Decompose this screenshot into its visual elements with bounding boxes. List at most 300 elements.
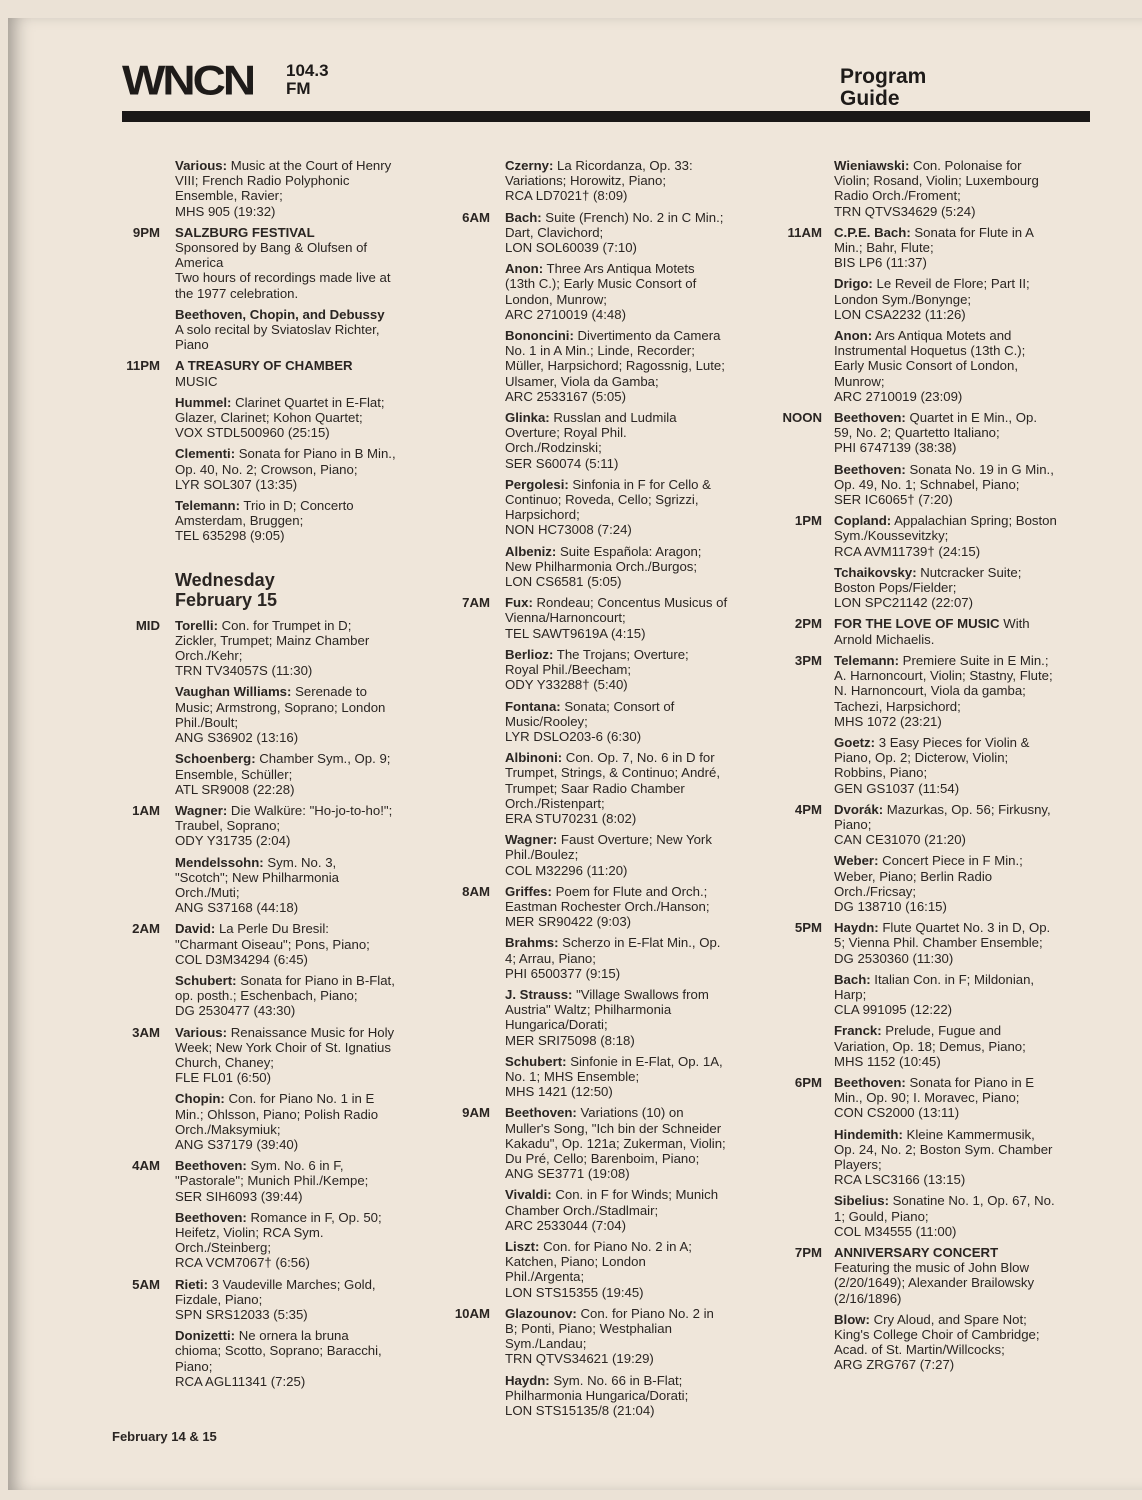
listing-line: FLE FL01 (6:50) bbox=[175, 1070, 272, 1086]
composer-name: SALZBURG FESTIVAL bbox=[175, 224, 315, 240]
listing-line: Orch./Fricsay; bbox=[834, 883, 917, 899]
listing-text: Con. Op. 7, No. 6 in D for bbox=[562, 750, 715, 766]
listing-line: TEL SAWT9619A (4:15) bbox=[505, 625, 646, 641]
listing-line: Traubel, Soprano; bbox=[175, 818, 281, 834]
program-listing bbox=[100, 1158, 440, 1204]
composer-name: Bach: bbox=[834, 971, 871, 987]
listing-text: Russlan and Ludmila bbox=[549, 410, 677, 426]
listing-line: GEN GS1037 (11:54) bbox=[834, 780, 960, 796]
listing-line: ANG SE3771 (19:08) bbox=[505, 1166, 630, 1182]
program-listing bbox=[100, 1277, 440, 1323]
program-listing bbox=[430, 1373, 760, 1419]
listing-text: Die Walküre: "Ho-jo-to-ho!"; bbox=[227, 802, 393, 818]
listing-line: "Charmant Oiseau"; Pons, Piano; bbox=[175, 936, 370, 952]
composer-name: Albinoni: bbox=[505, 750, 563, 766]
composer-name: Various: bbox=[175, 1024, 228, 1040]
listing-line: "Scotch"; New Philharmonia bbox=[175, 869, 340, 885]
listing-text: Sym. No. 66 in B-Flat; bbox=[549, 1372, 683, 1388]
program-listing bbox=[762, 225, 1092, 271]
composer-name: Bach: bbox=[505, 209, 542, 225]
listing-line: RCA LSC3166 (13:15) bbox=[834, 1172, 966, 1188]
composer-name: Dvorák: bbox=[834, 801, 884, 817]
listing-line: ARC 2533044 (7:04) bbox=[505, 1217, 626, 1233]
listing-text: Italian Con. in F; Mildonian, bbox=[870, 971, 1035, 987]
listing-line: CLA 991095 (12:22) bbox=[834, 1002, 953, 1018]
listing-text: Sonata No. 19 in G Min., bbox=[905, 461, 1054, 477]
listing-text: Romance in F, Op. 50; bbox=[246, 1209, 382, 1225]
time-slot: 4AM bbox=[132, 1158, 160, 1174]
listing-line: Robbins, Piano; bbox=[834, 765, 928, 781]
listing-line: TRN TV34057S (11:30) bbox=[175, 663, 313, 679]
program-listing bbox=[100, 158, 440, 219]
listing-line: Orch./Steinberg; bbox=[175, 1240, 272, 1256]
composer-name: Blow: bbox=[834, 1311, 870, 1327]
listing-line: Ensemble, Schüller; bbox=[175, 766, 293, 782]
listing-line: Glazer, Clarinet; Kohon Quartet; bbox=[175, 410, 363, 426]
composer-name: Berlioz: bbox=[505, 646, 554, 662]
composer-name: J. Strauss: bbox=[505, 986, 573, 1002]
composer-name: Glinka: bbox=[505, 410, 550, 426]
listing-line: Variations; Horowitz, Piano; bbox=[505, 173, 667, 189]
time-slot: 4PM bbox=[794, 801, 822, 817]
composer-name: Mendelssohn: bbox=[175, 854, 264, 870]
program-listing bbox=[100, 751, 440, 797]
listing-text: Flute Quartet No. 3 in D, Op. bbox=[878, 920, 1051, 936]
listing-line: Chamber Orch./Stadlmair; bbox=[505, 1202, 659, 1218]
composer-name: Wagner: bbox=[505, 832, 558, 848]
listing-line: RCA VCM7067† (6:56) bbox=[175, 1255, 310, 1271]
program-listing bbox=[100, 395, 440, 441]
composer-name: Hindemith: bbox=[834, 1126, 903, 1142]
program-listing bbox=[100, 498, 440, 544]
composer-name: Glazounov: bbox=[505, 1305, 577, 1321]
listing-line: Phil./Boult; bbox=[175, 714, 239, 730]
listing-line: Austria" Waltz; Philharmonia bbox=[505, 1002, 672, 1018]
program-listing bbox=[762, 853, 1092, 914]
program-listing bbox=[762, 1245, 1092, 1306]
listing-text: With bbox=[999, 616, 1030, 632]
listing-text: Trio in D; Concerto bbox=[239, 498, 354, 514]
listing-text: Rondeau; Concentus Musicus of bbox=[532, 595, 728, 611]
listing-line: 4; Arrau, Piano; bbox=[505, 950, 596, 966]
listing-text: Music at the Court of Henry bbox=[227, 158, 392, 173]
time-slot: 3PM bbox=[794, 652, 822, 668]
program-listing bbox=[100, 307, 440, 353]
column-2 bbox=[430, 158, 760, 1424]
listing-text: The Trojans; Overture; bbox=[553, 646, 689, 662]
listing-line: Orch./Ristenpart; bbox=[505, 795, 605, 811]
program-listing bbox=[100, 1091, 440, 1152]
program-listing bbox=[762, 462, 1092, 508]
listing-line: Piano; bbox=[834, 816, 872, 832]
composer-name: Telemann: bbox=[175, 498, 240, 514]
listing-text: Con. for Piano No. 2 in A; bbox=[539, 1239, 692, 1254]
program-listing bbox=[100, 855, 440, 916]
composer-name: Griffes: bbox=[505, 883, 552, 899]
composer-name: Schubert: bbox=[175, 972, 237, 988]
program-listing bbox=[430, 647, 760, 693]
composer-name: Schubert: bbox=[505, 1053, 567, 1069]
time-slot: MID bbox=[135, 617, 160, 633]
composer-name: David: bbox=[175, 921, 216, 937]
program-listing bbox=[762, 328, 1092, 404]
listing-text: Cry Aloud, and Spare Not; bbox=[869, 1311, 1027, 1327]
program-listing bbox=[762, 920, 1092, 966]
listing-line: America bbox=[175, 255, 224, 271]
listing-line: Müller, Harpsichord; Ragossnig, Lute; bbox=[505, 358, 725, 374]
composer-name: FOR THE LOVE OF MUSIC bbox=[834, 616, 1000, 632]
listing-line: RCA AGL11341 (7:25) bbox=[175, 1373, 306, 1389]
listing-line: Op. 40, No. 2; Crowson, Piano; bbox=[175, 461, 358, 477]
composer-name: Rieti: bbox=[175, 1276, 208, 1292]
time-slot: 7AM bbox=[462, 595, 490, 611]
listing-text: Sonata for Piano in B Min., bbox=[235, 446, 396, 462]
listing-text: Sym. No. 6 in F, bbox=[246, 1158, 344, 1174]
listing-line: Op. 24, No. 2; Boston Sym. Chamber bbox=[834, 1141, 1053, 1157]
listing-line: Music/Rooley; bbox=[505, 713, 588, 729]
listing-line: PHI 6747139 (38:38) bbox=[834, 440, 957, 456]
listing-line: Two hours of recordings made live at bbox=[175, 270, 391, 286]
listing-line: Orch./Kehr; bbox=[175, 648, 243, 664]
time-slot: 7PM bbox=[794, 1245, 822, 1260]
listing-text: Suite (French) No. 2 in C Min.; bbox=[541, 209, 724, 225]
listing-text: Sonatine No. 1, Op. 67, No. bbox=[888, 1193, 1055, 1209]
station-frequency: 104.3 FM bbox=[286, 61, 329, 98]
program-listing bbox=[430, 1239, 760, 1300]
listing-line: Katchen, Piano; London bbox=[505, 1254, 646, 1270]
composer-name: Tchaikovsky: bbox=[834, 564, 917, 580]
program-listing bbox=[762, 972, 1092, 1018]
composer-name: Haydn: bbox=[834, 920, 879, 936]
listing-line: LON STS15355 (19:45) bbox=[505, 1284, 644, 1300]
listing-line: Piano, Op. 2; Dicterow, Violin; bbox=[834, 750, 1009, 766]
listing-line: Week; New York Choir of St. Ignatius bbox=[175, 1039, 391, 1055]
listing-line: (13th C.); Early Music Consort of bbox=[505, 276, 697, 292]
page-footer: February 14 & 15 bbox=[112, 1429, 217, 1444]
program-listing bbox=[100, 973, 440, 1019]
listing-line: Fizdale, Piano; bbox=[175, 1291, 263, 1307]
program-listing bbox=[762, 410, 1092, 456]
time-slot: 11AM bbox=[787, 224, 822, 240]
listing-line: ATL SR9008 (22:28) bbox=[175, 781, 295, 797]
listing-text: Quartet in E Min., Op. bbox=[905, 410, 1038, 426]
listing-line: TRN QTVS34621 (19:29) bbox=[505, 1351, 654, 1367]
listing-line: King's College Choir of Cambridge; bbox=[834, 1327, 1040, 1343]
listing-text: La Ricordanza, Op. 33: bbox=[553, 158, 693, 173]
listing-line: LYR DSLO203-6 (6:30) bbox=[505, 728, 642, 744]
program-listing bbox=[762, 616, 1092, 646]
listing-text: Sinfonie in E-Flat, Op. 1A, bbox=[566, 1053, 723, 1069]
listing-line: Music; Armstrong, Soprano; London bbox=[175, 699, 386, 715]
listing-line: Amsterdam, Bruggen; bbox=[175, 513, 304, 529]
listing-line: SER IC6065† (7:20) bbox=[834, 492, 953, 508]
listing-line: Munrow; bbox=[834, 373, 885, 389]
listing-line: SER S60074 (5:11) bbox=[505, 455, 619, 471]
listing-line: ANG S37179 (39:40) bbox=[175, 1136, 299, 1152]
composer-name: Various: bbox=[175, 158, 228, 173]
listing-line: (2/20/1649); Alexander Brailowsky bbox=[834, 1275, 1035, 1291]
listing-line: Weber, Piano; Berlin Radio bbox=[834, 868, 993, 884]
program-listing bbox=[430, 1306, 760, 1367]
program-listing bbox=[762, 565, 1092, 611]
listing-line: Du Pré, Cello; Barenboim, Piano; bbox=[505, 1150, 700, 1166]
time-slot: NOON bbox=[782, 410, 822, 426]
program-listing bbox=[430, 935, 760, 981]
listing-text: "Village Swallows from bbox=[572, 986, 709, 1002]
listing-line: LON SPC21142 (22:07) bbox=[834, 595, 974, 611]
column-1 bbox=[100, 158, 440, 1395]
composer-name: Anon: bbox=[505, 261, 544, 277]
program-listing bbox=[430, 544, 760, 590]
listing-line: No. 1; MHS Ensemble; bbox=[505, 1068, 640, 1084]
program-listing bbox=[100, 225, 440, 301]
listing-line: (2/16/1896) bbox=[834, 1290, 902, 1306]
page-header bbox=[122, 56, 1090, 110]
day-heading: Wednesday February 15 bbox=[175, 569, 278, 610]
time-slot: 9AM bbox=[462, 1105, 490, 1121]
listing-text: 3 Vaudeville Marches; Gold, bbox=[207, 1276, 376, 1292]
program-listing bbox=[762, 802, 1092, 848]
program-listing bbox=[430, 699, 760, 745]
listing-text: Three Ars Antiqua Motets bbox=[543, 261, 695, 277]
listing-line: Overture; Royal Phil. bbox=[505, 425, 627, 441]
composer-name: A TREASURY OF CHAMBER bbox=[175, 358, 353, 374]
composer-name: Beethoven, Chopin, and Debussy bbox=[175, 306, 385, 322]
program-listing bbox=[100, 803, 440, 849]
listing-line: Ensemble, Ravier; bbox=[175, 188, 283, 204]
listing-line: ARC 2710019 (23:09) bbox=[834, 388, 963, 404]
composer-name: Beethoven: bbox=[175, 1209, 247, 1225]
program-listing bbox=[100, 921, 440, 967]
listing-text: Serenade to bbox=[291, 684, 367, 700]
listing-line: 59, No. 2; Quartetto Italiano; bbox=[834, 425, 1000, 441]
listing-line: Min., Op. 90; I. Moravec, Piano; bbox=[834, 1090, 1020, 1106]
time-slot: 2AM bbox=[132, 921, 160, 937]
listing-line: VIII; French Radio Polyphonic bbox=[175, 173, 350, 189]
listing-line: London, Munrow; bbox=[505, 291, 607, 307]
listing-text: Sonata for Flute in A bbox=[910, 224, 1034, 240]
time-slot: 9PM bbox=[132, 224, 160, 240]
program-listing bbox=[762, 158, 1092, 219]
listing-line: N. Harnoncourt, Viola da gamba; bbox=[834, 683, 1026, 699]
composer-name: Bononcini: bbox=[505, 328, 574, 344]
composer-name: Beethoven: bbox=[175, 1158, 247, 1174]
listing-line: ARG ZRG767 (7:27) bbox=[834, 1357, 955, 1373]
listing-line: ANG S36902 (13:16) bbox=[175, 730, 299, 746]
listing-line: Eastman Rochester Orch./Hanson; bbox=[505, 898, 710, 914]
program-listing bbox=[100, 446, 440, 492]
listing-line: A. Harnoncourt, Violin; Stastny, Flute; bbox=[834, 668, 1053, 684]
time-slot: 5PM bbox=[794, 920, 822, 936]
program-listing bbox=[100, 358, 440, 388]
program-listing bbox=[100, 1025, 440, 1086]
composer-name: Beethoven: bbox=[834, 1074, 906, 1090]
composer-name: Czerny: bbox=[505, 158, 554, 173]
composer-name: ANNIVERSARY CONCERT bbox=[834, 1245, 999, 1260]
listing-line: 1; Gould, Piano; bbox=[834, 1208, 929, 1224]
listing-text: Appalachian Spring; Boston bbox=[891, 513, 1057, 529]
listing-line: Church, Chaney; bbox=[175, 1054, 274, 1070]
listing-line: COL M32296 (11:20) bbox=[505, 862, 628, 878]
composer-name: Goetz: bbox=[834, 734, 876, 750]
listing-line: LON CS6581 (5:05) bbox=[505, 574, 622, 590]
program-listing bbox=[430, 210, 760, 256]
program-listing bbox=[100, 1210, 440, 1271]
listing-text: Faust Overture; New York bbox=[557, 832, 712, 848]
time-slot: 2PM bbox=[794, 616, 822, 632]
time-slot: 1AM bbox=[132, 802, 160, 818]
time-slot: 1PM bbox=[794, 513, 822, 529]
program-listing bbox=[100, 1328, 440, 1389]
program-listing bbox=[762, 1193, 1092, 1239]
listing-line: Orch./Maksymiuk; bbox=[175, 1121, 281, 1137]
listing-text: 3 Easy Pieces for Violin & bbox=[875, 734, 1030, 750]
listing-text: Variations (10) on bbox=[576, 1105, 684, 1121]
listing-line: Orch./Muti; bbox=[175, 884, 240, 900]
program-listing bbox=[762, 1312, 1092, 1373]
listing-text: Nutcracker Suite; bbox=[916, 564, 1022, 580]
listing-line: COL D3M34294 (6:45) bbox=[175, 951, 308, 967]
listing-line: DG 2530360 (11:30) bbox=[834, 950, 954, 966]
listing-line: Heifetz, Violin; RCA Sym. bbox=[175, 1224, 324, 1240]
station-logo: WNCN bbox=[122, 56, 254, 104]
listing-line: Variation, Op. 18; Demus, Piano; bbox=[834, 1038, 1026, 1054]
composer-name: Albeniz: bbox=[505, 543, 557, 559]
listing-text: Con. for Trumpet in D; bbox=[217, 617, 352, 633]
listing-text: Con. Polonaise for bbox=[909, 158, 1022, 173]
composer-name: Weber: bbox=[834, 853, 879, 869]
listing-text: Divertimento da Camera bbox=[573, 328, 721, 344]
program-listing bbox=[430, 1187, 760, 1233]
listing-line: Sym./Landau; bbox=[505, 1336, 587, 1352]
listing-line: Arnold Michaelis. bbox=[834, 631, 935, 647]
listing-text: Ars Antiqua Motets and bbox=[872, 328, 1012, 344]
listing-text: Con. in F for Winds; Munich bbox=[551, 1187, 719, 1203]
listing-line: Min.; Ohlsson, Piano; Polish Radio bbox=[175, 1106, 379, 1122]
program-listing bbox=[430, 477, 760, 538]
composer-name: Donizetti: bbox=[175, 1328, 236, 1344]
listing-line: Orch./Rodzinski; bbox=[505, 440, 602, 456]
listing-text: Ne ornera la bruna bbox=[235, 1328, 349, 1344]
program-listing bbox=[100, 618, 440, 679]
listing-line: London Sym./Bonynge; bbox=[834, 291, 972, 307]
listing-line: Featuring the music of John Blow bbox=[834, 1260, 1029, 1276]
composer-name: Sibelius: bbox=[834, 1193, 889, 1209]
composer-name: Telemann: bbox=[834, 652, 899, 668]
listing-text: Sonata for Piano in B-Flat, bbox=[236, 972, 395, 988]
listing-line: Players; bbox=[834, 1156, 882, 1172]
listing-line: MHS 1072 (23:21) bbox=[834, 713, 942, 729]
listing-line: MHS 1421 (12:50) bbox=[505, 1084, 613, 1100]
composer-name: Haydn: bbox=[505, 1372, 550, 1388]
listing-text: Mazurkas, Op. 56; Firkusny, bbox=[883, 801, 1051, 817]
listing-line: 5; Vienna Phil. Chamber Ensemble; bbox=[834, 935, 1043, 951]
listing-line: MHS 1152 (10:45) bbox=[834, 1053, 941, 1069]
composer-name: Beethoven: bbox=[834, 461, 906, 477]
composer-name: Chopin: bbox=[175, 1091, 225, 1107]
listing-line: CAN CE31070 (21:20) bbox=[834, 832, 966, 848]
program-listing bbox=[762, 513, 1092, 559]
listing-line: MUSIC bbox=[175, 373, 218, 389]
listing-line: VOX STDL500960 (25:15) bbox=[175, 425, 330, 441]
listing-line: ODY Y33288† (5:40) bbox=[505, 677, 628, 693]
time-slot: 11PM bbox=[126, 358, 160, 374]
composer-name: Beethoven: bbox=[834, 410, 906, 426]
column-3 bbox=[762, 158, 1092, 1379]
listing-line: Harpsichord; bbox=[505, 507, 580, 523]
header-rule bbox=[122, 111, 1090, 122]
time-slot: 6PM bbox=[794, 1074, 822, 1090]
composer-name: Torelli: bbox=[175, 617, 218, 633]
composer-name: Clementi: bbox=[175, 446, 236, 462]
listing-line: B; Ponti, Piano; Westphalian bbox=[505, 1321, 672, 1337]
time-slot: 5AM bbox=[132, 1276, 160, 1292]
listing-line: Early Music Consort of London, bbox=[834, 358, 1018, 374]
listing-line: Continuo; Roveda, Cello; Sgrizzi, bbox=[505, 492, 699, 508]
listing-line: Kakadu", Op. 121a; Zukerman, Violin; bbox=[505, 1135, 726, 1151]
program-listing bbox=[762, 276, 1092, 322]
listing-line: Phil./Boulez; bbox=[505, 847, 579, 863]
listing-line: Radio Orch./Froment; bbox=[834, 188, 961, 204]
program-listing bbox=[430, 1105, 760, 1181]
listing-line: Harp; bbox=[834, 986, 867, 1002]
composer-name: C.P.E. Bach: bbox=[834, 224, 911, 240]
listing-line: Piano bbox=[175, 337, 209, 353]
listing-line: ODY Y31735 (2:04) bbox=[175, 833, 291, 849]
program-listing bbox=[100, 684, 440, 745]
listing-line: No. 1 in A Min.; Linde, Recorder; bbox=[505, 343, 695, 359]
program-listing bbox=[430, 410, 760, 471]
listing-line: Dart, Clavichord; bbox=[505, 224, 604, 240]
time-slot: 10AM bbox=[454, 1305, 490, 1321]
listing-line: DG 138710 (16:15) bbox=[834, 898, 947, 914]
composer-name: Vivaldi: bbox=[505, 1187, 552, 1203]
listing-line: ARC 2710019 (4:48) bbox=[505, 306, 626, 322]
composer-name: Schoenberg: bbox=[175, 751, 256, 767]
listing-line: TEL 635298 (9:05) bbox=[175, 528, 285, 544]
listing-text: Renaissance Music for Holy bbox=[227, 1024, 395, 1040]
listing-line: the 1977 celebration. bbox=[175, 285, 299, 301]
listing-line: MER SRI75098 (8:18) bbox=[505, 1032, 635, 1048]
listing-line: Tachezi, Harpsichord; bbox=[834, 698, 961, 714]
listing-text: Clarinet Quartet in E-Flat; bbox=[231, 394, 385, 410]
listing-line: Vienna/Harnoncourt; bbox=[505, 610, 626, 626]
composer-name: Fux: bbox=[505, 595, 533, 611]
listing-line: New Philharmonia Orch./Burgos; bbox=[505, 558, 698, 574]
program-guide-title: Program Guide bbox=[840, 65, 927, 110]
listing-line: COL M34555 (11:00) bbox=[834, 1223, 957, 1239]
listing-line: Violin; Rosand, Violin; Luxembourg bbox=[834, 173, 1039, 189]
listing-line: Ulsamer, Viola da Gamba; bbox=[505, 373, 659, 389]
listing-line: BIS LP6 (11:37) bbox=[834, 255, 927, 271]
listing-text: La Perle Du Bresil: bbox=[215, 921, 329, 937]
listing-line: Min.; Bahr, Flute; bbox=[834, 240, 934, 256]
listing-line: "Pastorale"; Munich Phil./Kempe; bbox=[175, 1173, 369, 1189]
listing-line: Hungarica/Dorati; bbox=[505, 1017, 608, 1033]
program-listing bbox=[430, 158, 760, 204]
listing-line: Op. 49, No. 1; Schnabel, Piano; bbox=[834, 476, 1020, 492]
composer-name: Wieniawski: bbox=[834, 158, 910, 173]
program-listing bbox=[430, 987, 760, 1048]
program-listing bbox=[430, 832, 760, 878]
program-listing bbox=[762, 653, 1092, 729]
listing-line: RCA AVM11739† (24:15) bbox=[834, 543, 981, 559]
listing-line: TRN QTVS34629 (5:24) bbox=[834, 203, 976, 219]
listing-text: Sinfonia in F for Cello & bbox=[568, 476, 711, 492]
listing-line: LYR SOL307 (13:35) bbox=[175, 476, 298, 492]
listing-line: RCA LD7021† (8:09) bbox=[505, 188, 628, 204]
listing-line: Sponsored by Bang & Olufsen of bbox=[175, 240, 368, 256]
